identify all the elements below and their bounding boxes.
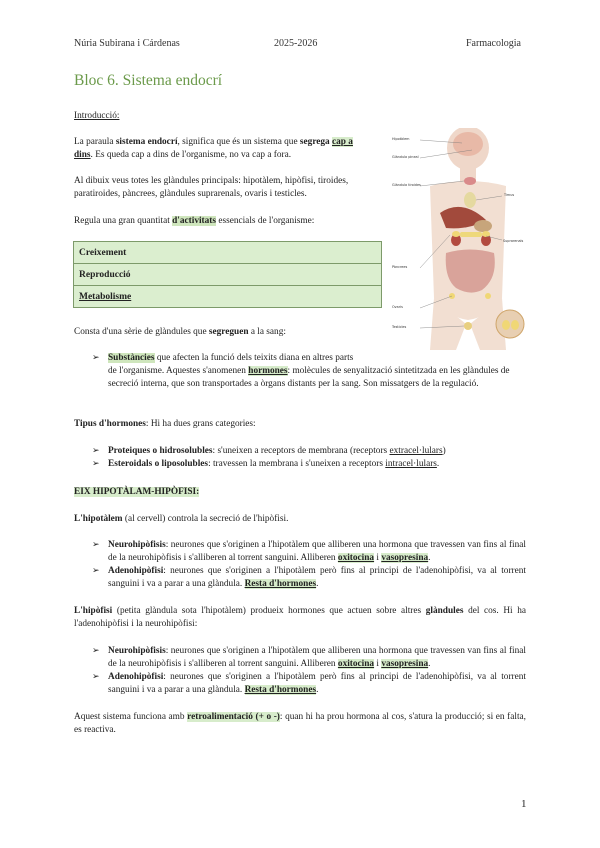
paragraph-regulation: Regula una gran quantitat d'activitats essencials de l'organisme: [74,216,315,226]
bullet-arrow-icon: ➢ [92,671,100,681]
paragraph-hormone-types: Tipus d'hormones: Hi ha dues grans categories: [74,419,256,429]
bullet-arrow-icon: ➢ [92,645,100,655]
table-cell-reproduction: Reproducció [74,264,382,286]
axis-heading: EIX HIPOTÀLAM-HIPÒFISI: [74,487,200,497]
activities-table [73,241,382,308]
paragraph-hypothalamus: L'hipotàlem (al cervell) controla la secreció de l'hipòfisi. [74,514,289,524]
figure-label-pancreas: Pàncrees [392,265,408,269]
paragraph-secretion: Consta d'una sèrie de glàndules que segreguen a la sang: [74,327,286,337]
bullet-arrow-icon: ➢ [92,445,100,455]
table-cell-metabolism: Metabolisme [74,286,382,308]
figure-label-adrenals: Suprarenals [503,239,524,243]
figure-label-ovaries: Ovaris [392,305,403,309]
table-cell-growth: Creixement [74,242,382,264]
bullet-arrow-icon: ➢ [92,458,100,468]
header-subject: Farmacologia [466,38,521,49]
page-title: Bloc 6. Sistema endocrí [74,72,223,89]
bullet-neurohypophysis: Neurohipòfisis: neurones que s'originen a l'hipotàlem que alliberen una hormona que travessen van fins al final de la neurohipòfisis i s'alliberen al torrent sanguini. Alliberen oxitocina i vasopresina. [108,540,526,563]
paragraph-glands: Al dibuix veus totes les glàndules principals: hipotàlem, hipòfisi, tiroides, paratiroides, pàncrees, glàndules suprarenals, ovaris i testicles. [74,176,349,200]
header-author: Núria Subirana i Cárdenas [74,38,180,49]
bullet-steroid-hormones: Esteroidals o liposolubles: travessen la membrana i s'uneixen a receptors intracel·lulars. [108,459,440,469]
bullet-adenohypophysis-2: Adenohipòfisi: neurones que s'originen a l'hipotàlem però fins al principi de l'adenohipòfisi, va al torrent sanguini i va a parar a una glàndula. Resta d'hormones. [108,672,526,695]
bullet-substances: Substàncies que afecten la funció dels teixits diana en altres parts de l'organisme. Aquestes s'anomenen hormones: molècules de senyalització sintetitzada en les glàndules de secreció interna, que son transportades a òrgans distants per la sang. Son missatgers de la regulació. [108,353,510,389]
figure-label-thyroid: Glàndula tiroides [392,183,421,187]
page-number: 1 [521,798,527,810]
bullet-neurohypophysis-2: Neurohipòfisis: neurones que s'originen a l'hipotàlem que alliberen una hormona que travessen van fins al final de la neurohipòfisis i s'alliberen al torrent sanguini. Alliberen oxitocina i vasopresina. [108,646,526,669]
figure-label-testes: Testicles [392,325,407,329]
header-year: 2025-2026 [274,38,318,49]
bullet-arrow-icon: ➢ [92,565,100,575]
paragraph-hypophysis: L'hipòfisi (petita glàndula sota l'hipotàlem) produeix hormones que actuen sobre altres glàndules del cos. Hi ha l'adenohipòfisi i la neurohipòfisi: [74,606,526,630]
bullet-arrow-icon: ➢ [92,352,100,362]
bullet-arrow-icon: ➢ [92,539,100,549]
endocrine-system-figure [390,128,526,350]
paragraph-definition: La paraula sistema endocrí, significa que és un sistema que segrega cap a dins. Es queda cap a dins de l'organisme, no va cap a fora. [74,137,353,161]
intro-heading: Introducció: [74,111,120,121]
bullet-adenohypophysis: Adenohipòfisi: neurones que s'originen a l'hipotàlem però fins al principi de l'adenohipòfisi, va al torrent sanguini i va a parar a una glàndula. Resta d'hormones. [108,566,526,589]
figure-label-hypothalamus: Hipotàlem [392,137,410,141]
figure-label-thymus: Timus [504,193,515,197]
bullet-protein-hormones: Proteiques o hidrosolubles: s'uneixen a receptors de membrana (receptors extracel·lulars) [108,446,446,456]
paragraph-feedback: Aquest sistema funciona amb retroalimentació (+ o -): quan hi ha prou hormona al cos, s'atura la producció; si en falta, es reactiva. [74,712,527,736]
figure-label-pineal: Glàndula pineal [392,155,419,159]
